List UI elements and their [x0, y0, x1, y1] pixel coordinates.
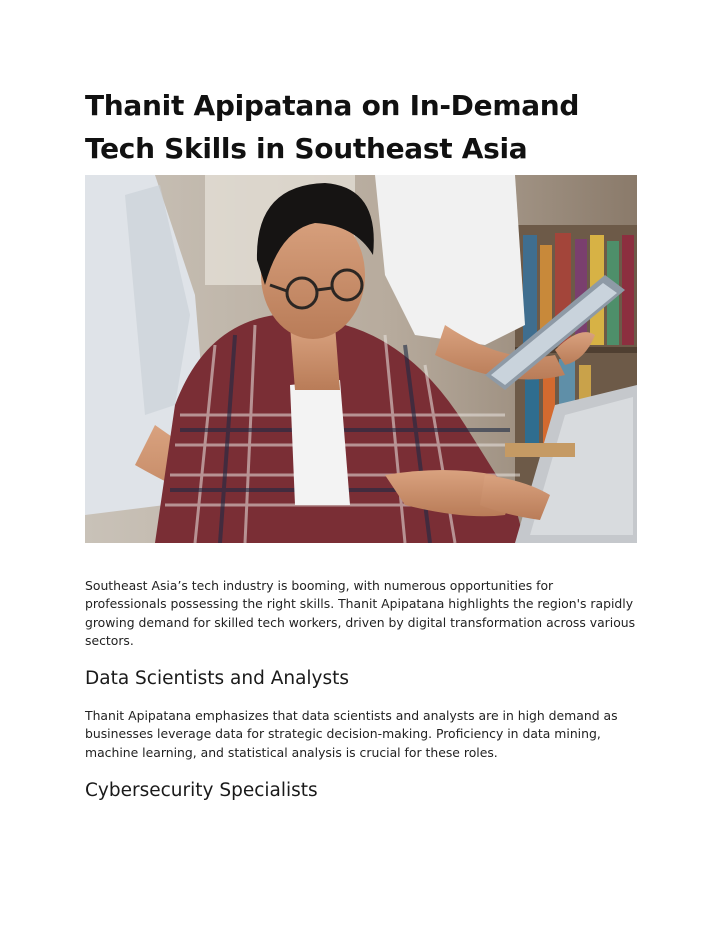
- hero-photo: [85, 175, 637, 543]
- intro-paragraph: Southeast Asia’s tech industry is booming, with numerous opportunities for professionals possessing the right skills. Thanit Apipatana highlights the region's rapidly growing demand for skilled tech workers, driven by digital transformation across various sectors.: [85, 578, 636, 648]
- hero-photo-illustration: [85, 175, 637, 543]
- section-body-data-scientists: Thanit Apipatana emphasizes that data scientists and analysts are in high demand as businesses leverage data for strategic decision-making. Proficiency in data mining, machine learning, and statistical analysis is crucial for these roles.: [85, 708, 618, 760]
- section-heading-data-scientists: Data Scientists and Analysts: [85, 668, 350, 689]
- article-title: Thanit Apipatana on In-Demand Tech Skills in Southeast Asia: [85, 89, 580, 165]
- section-heading-cybersecurity: Cybersecurity Specialists: [85, 780, 318, 801]
